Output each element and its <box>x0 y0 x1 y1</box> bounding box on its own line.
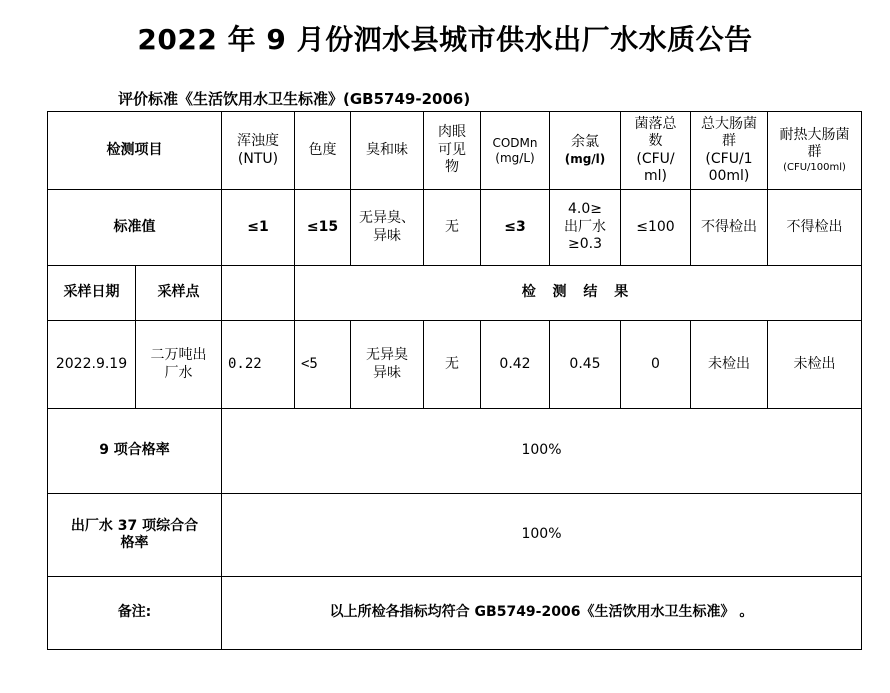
header-item: 检测项目 <box>48 112 222 190</box>
result-colony: 0 <box>621 321 691 409</box>
result-turbidity: 0.22 <box>222 321 295 409</box>
header-coliform-line3: (CFU/1 <box>705 150 753 167</box>
results-header: 检 测 结 果 <box>295 266 862 321</box>
header-odor: 臭和味 <box>351 112 424 190</box>
header-codmn-name: CODMn <box>492 135 538 150</box>
header-colony-line1: 菌落总 <box>634 115 677 132</box>
result-site <box>136 321 222 409</box>
standard-coliform: 不得检出 <box>691 190 768 266</box>
remark-text: 以上所检各指标均符合 GB5749-2006《生活饮用水卫生标准》 。 <box>222 577 862 650</box>
pass-rate-37-label <box>48 494 222 577</box>
standard-label: 标准值 <box>48 190 222 266</box>
standard-odor <box>351 190 424 266</box>
standard-row <box>48 190 862 266</box>
pass-rate-37-label-line1: 出厂水 37 项综合合 <box>70 517 199 534</box>
standard-codmn: ≤3 <box>481 190 550 266</box>
remark-label: 备注: <box>48 577 222 650</box>
result-chlorine: 0.45 <box>550 321 621 409</box>
sampling-date-header: 采样日期 <box>48 266 136 321</box>
header-visible <box>424 112 481 190</box>
result-header-row <box>48 266 862 321</box>
standard-visible: 无 <box>424 190 481 266</box>
standard-thermo-coliform: 不得检出 <box>768 190 862 266</box>
remark-row <box>48 577 862 650</box>
standard-turbidity: ≤1 <box>222 190 295 266</box>
result-odor <box>351 321 424 409</box>
header-coliform-line2: 群 <box>722 133 736 149</box>
header-chlorine <box>550 112 621 190</box>
pass-rate-37-label-line2: 格率 <box>120 535 149 551</box>
header-color: 色度 <box>295 112 351 190</box>
empty-header-cell <box>222 266 295 321</box>
result-site-line2: 厂水 <box>164 364 193 381</box>
page-title: 2022 年 9 月份泗水县城市供水出厂水水质公告 <box>137 23 753 56</box>
result-color: <5 <box>295 321 351 409</box>
result-visible: 无 <box>424 321 481 409</box>
standard-color: ≤15 <box>295 190 351 266</box>
result-row <box>48 321 862 409</box>
sampling-site-header: 采样点 <box>136 266 222 321</box>
header-chlorine-name: 余氯 <box>571 134 599 151</box>
standard-odor-line2: 异味 <box>373 227 401 244</box>
header-colony-line3: (CFU/ <box>636 150 675 167</box>
standard-chlorine <box>550 190 621 266</box>
header-codmn <box>481 112 550 190</box>
header-chlorine-unit: (mg/l) <box>564 151 606 166</box>
result-odor-line2: 异味 <box>373 364 401 381</box>
header-visible-line3: 物 <box>445 159 459 176</box>
pass-rate-9-value: 100% <box>222 409 862 494</box>
standard-colony: ≤100 <box>621 190 691 266</box>
header-coliform <box>691 112 768 190</box>
header-coliform-line4: 00ml) <box>708 168 750 184</box>
standard-chlorine-line1: 4.0≥ <box>568 201 602 218</box>
header-colony-line2: 数 <box>648 133 663 149</box>
header-turbidity-unit: (NTU) <box>237 150 279 167</box>
pass-rate-37-value: 100% <box>222 494 862 577</box>
result-codmn: 0.42 <box>481 321 550 409</box>
header-thermo-line2: 群 <box>807 144 822 161</box>
result-site-line1: 二万吨出 <box>150 347 207 363</box>
standard-odor-line1: 无异臭、 <box>359 210 415 226</box>
result-date: 2022.9.19 <box>48 321 136 409</box>
header-colony <box>621 112 691 190</box>
result-coliform: 未检出 <box>691 321 768 409</box>
pass-rate-37-row <box>48 494 862 577</box>
result-thermo-coliform: 未检出 <box>768 321 862 409</box>
pass-rate-9-label: 9 项合格率 <box>48 409 222 494</box>
header-thermo-coliform <box>768 112 862 190</box>
header-turbidity <box>222 112 295 190</box>
header-thermo-unit: (CFU/100ml) <box>783 161 846 173</box>
header-thermo-line1: 耐热大肠菌 <box>779 126 850 143</box>
header-coliform-line1: 总大肠菌 <box>701 115 757 132</box>
header-turbidity-name: 浑浊度 <box>237 133 279 149</box>
header-visible-line2: 可见 <box>438 141 466 158</box>
header-colony-line4: ml) <box>644 168 667 184</box>
result-odor-line1: 无异臭 <box>366 347 408 363</box>
evaluation-standard: 评价标准《生活饮用水卫生标准》(GB5749-2006) <box>118 90 471 108</box>
header-codmn-unit: (mg/L) <box>495 150 535 165</box>
water-quality-table <box>47 111 862 650</box>
header-visible-line1: 肉眼 <box>438 124 466 141</box>
standard-chlorine-line3: ≥0.3 <box>568 236 602 253</box>
header-row <box>48 112 862 190</box>
standard-chlorine-line2: 出厂水 <box>564 218 606 235</box>
pass-rate-9-row <box>48 409 862 494</box>
